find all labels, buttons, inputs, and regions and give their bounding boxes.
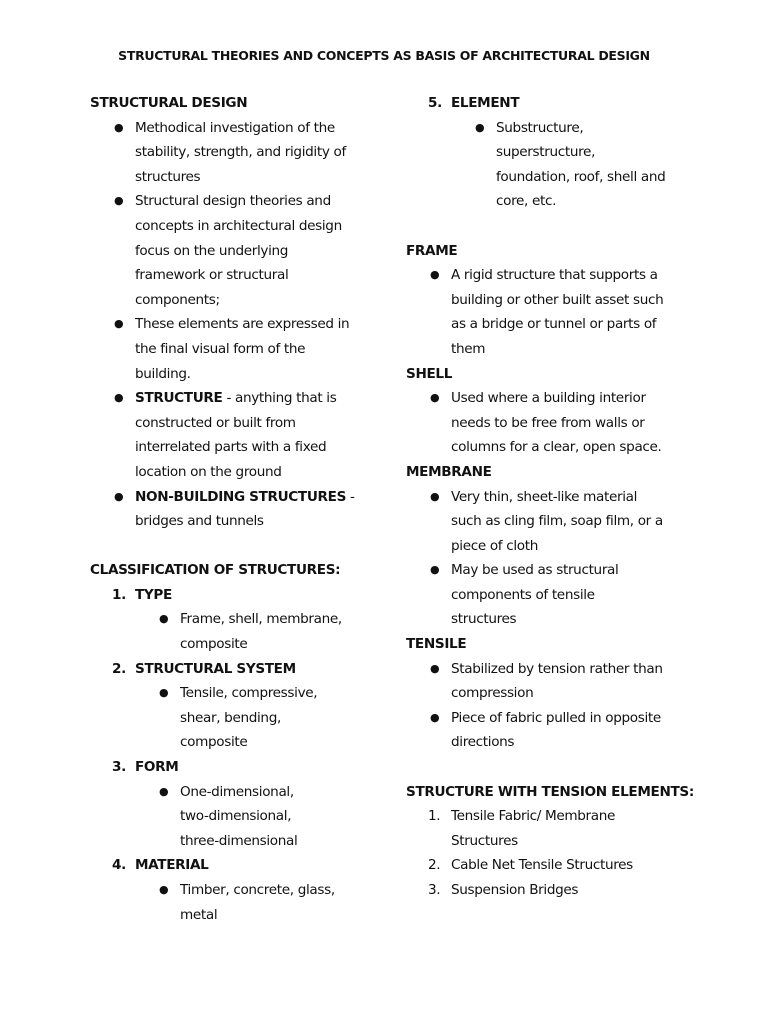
bullet-item: ● A rigid structure that supports a building or other built asset such as a bridge or tunnel or parts of them [451,263,706,361]
membrane-heading: MEMBRANE [406,463,492,480]
bullet-icon: ● [114,120,124,134]
bullet-item: ● Methodical investigation of the stability, strength, and rigidity of structures [135,116,390,190]
shell-heading: SHELL [406,365,453,382]
bullet-item: ● Piece of fabric pulled in opposite directions [451,706,706,755]
bullet-item: ● May be used as structural components of tensile structures [451,558,706,632]
bullet-icon: ● [430,710,440,724]
frame-heading: FRAME [406,242,458,259]
bullet-icon: ● [159,883,169,896]
bullet-item: ● Stabilized by tension rather than compression [451,657,706,706]
bullet-icon: ● [159,686,169,700]
bullet-item: ● Used where a building interior needs to be free from walls or columns for a clear, open space. [451,386,706,460]
bullet-icon: ● [430,563,440,577]
bullet-item: ● Tensile, compressive, shear, bending, composite [180,681,390,755]
classification-item-element: 5. ELEMENT [428,95,520,111]
list-item: 2. Cable Net Tensile Structures [428,857,633,874]
right-column [406,91,706,903]
list-item: 1. Tensile Fabric/ Membrane Structures [428,808,616,849]
classification-heading: CLASSIFICATION OF STRUCTURES: [90,562,341,579]
list-item: 3. Suspension Bridges [428,882,579,898]
bullet-item: ● NON-BUILDING STRUCTURES - bridges and tunnels [135,485,390,534]
bullet-icon: ● [475,120,485,134]
classification-item-type: 1. TYPE [112,586,172,603]
structure-term: STRUCTURE [135,390,223,407]
bullet-item: ● STRUCTURE - anything that is constructed or built from interrelated parts with a fixed location on the ground [135,386,390,484]
left-column [90,91,390,927]
bullet-icon: ● [159,612,169,626]
tensile-heading: TENSILE [406,636,467,653]
bullet-item: ● One-dimensional, two-dimensional, three-dimensional [180,780,390,854]
bullet-item: ● Timber, concrete, glass, metal [180,878,390,927]
non-building-structures-term: NON-BUILDING STRUCTURES [135,488,347,505]
classification-item-material: 4. MATERIAL [112,857,209,874]
classification-item-structural-system: 2. STRUCTURAL SYSTEM [112,660,296,677]
classification-item-form: 3. FORM [112,759,179,776]
bullet-icon: ● [114,194,124,208]
bullet-item: ● Structural design theories and concepts in architectural design focus on the underlying framework or structural components; [135,189,390,312]
bullet-icon: ● [114,317,124,331]
bullet-icon: ● [430,268,440,282]
bullet-item: ● Very thin, sheet-like material such as cling film, soap film, or a piece of cloth [451,485,706,559]
bullet-item: ● Frame, shell, membrane, composite [180,607,390,656]
bullet-item: ● These elements are expressed in the final visual form of the building. [135,312,390,386]
tension-elements-heading: STRUCTURE WITH TENSION ELEMENTS: [406,783,694,800]
bullet-icon: ● [159,784,169,798]
bullet-icon: ● [430,489,440,503]
document-title: STRUCTURAL THEORIES AND CONCEPTS AS BASIS OF ARCHITECTURAL DESIGN [118,48,650,63]
bullet-icon: ● [430,661,440,675]
bullet-item: ● Substructure, superstructure, foundation, roof, shell and core, etc. [496,116,706,214]
structural-design-heading: STRUCTURAL DESIGN [90,95,248,111]
bullet-icon: ● [114,391,124,405]
bullet-icon: ● [430,391,440,405]
bullet-icon: ● [114,489,124,503]
